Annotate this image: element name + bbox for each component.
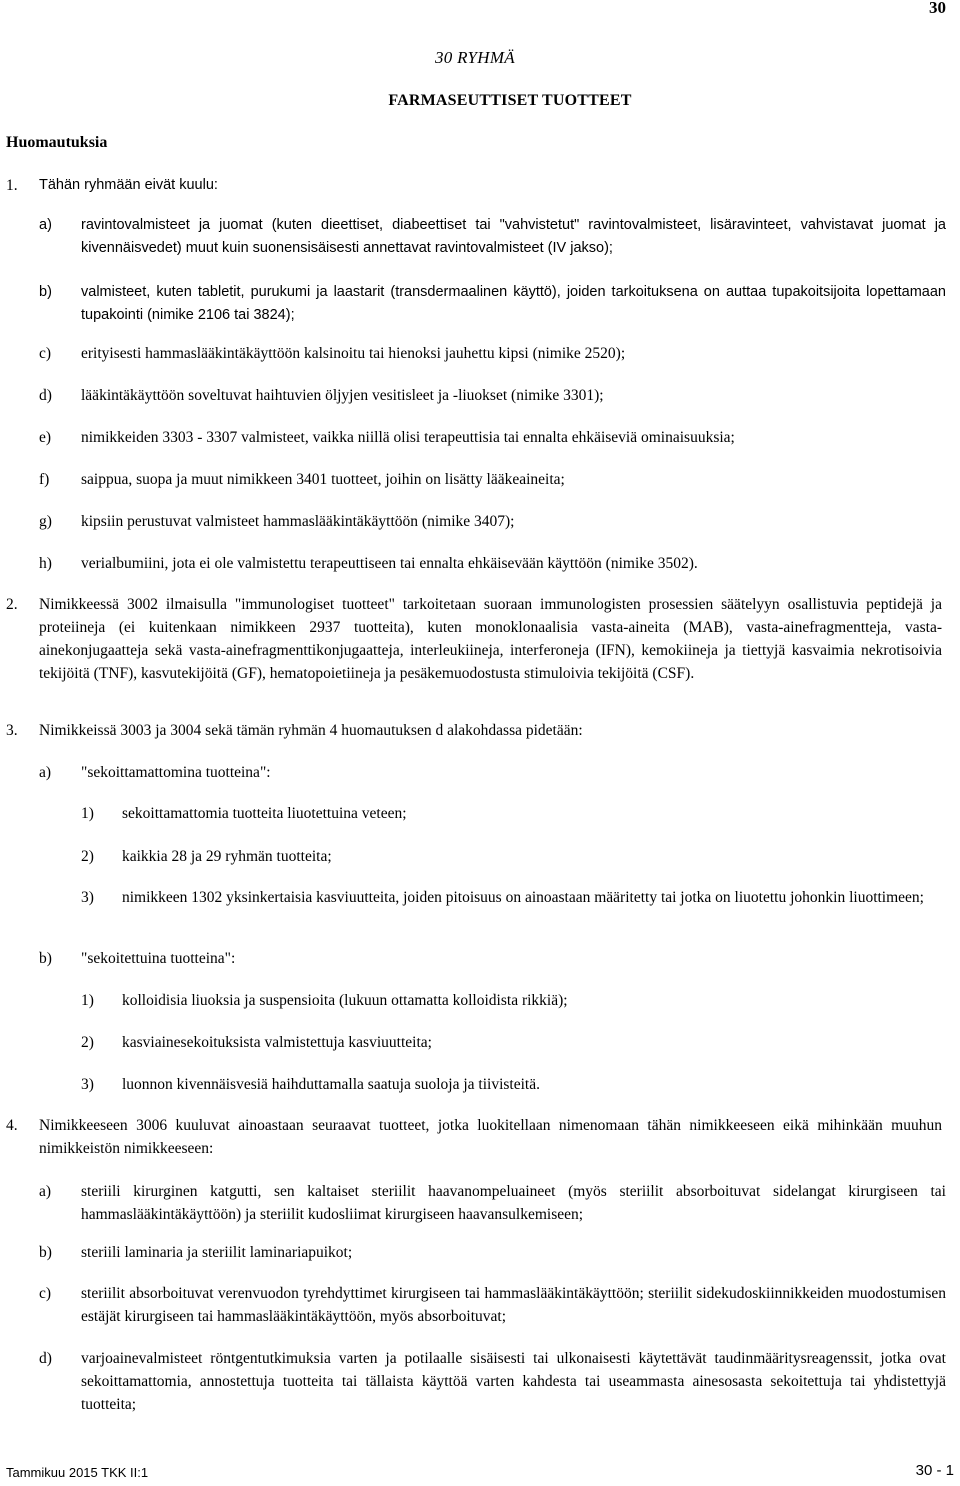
- list-item: [0, 510, 960, 533]
- chapter-label-text: 30 RYHMÄ: [434, 48, 515, 67]
- item-text: erityisesti hammaslääkintäkäyttöön kalsinoitu tai hienoksi jauhettu kipsi (nimike 2520);: [81, 345, 626, 362]
- note-number: 3.: [6, 722, 18, 739]
- notes-heading: Huomautuksia: [6, 134, 108, 151]
- note-1-intro-row: [0, 174, 960, 197]
- item-label: 1): [81, 992, 94, 1009]
- item-text: kolloidisia liuoksia ja suspensioita (lukuun ottamatta kolloidista rikkiä);: [122, 992, 568, 1009]
- list-item: [0, 552, 960, 575]
- item-label: d): [39, 1350, 52, 1367]
- item-label: 2): [81, 1034, 94, 1051]
- item-text: valmisteet, kuten tabletit, purukumi ja laastarit (transdermaalinen käyttö), joiden tarkoituksena on auttaa tupakoitsijoita lopettamaan tupakointi (nimike 2106 tai 3824);: [81, 284, 946, 323]
- item-text: kipsiin perustuvat valmisteet hammaslääkintäkäyttöön (nimike 3407);: [81, 513, 515, 530]
- note-number: 1.: [6, 177, 18, 194]
- item-label: h): [39, 555, 52, 572]
- page-number-top: 30: [929, 0, 946, 17]
- item-label: f): [39, 471, 50, 488]
- item-label: b): [39, 950, 52, 967]
- sub-list-item: [0, 1031, 960, 1054]
- chapter-title-text: FARMASEUTTISET TUOTTEET: [388, 92, 632, 109]
- list-item: [0, 281, 960, 327]
- footer-edition: Tammikuu 2015 TKK II:1: [6, 1465, 149, 1480]
- item-label: 3): [81, 889, 94, 906]
- note-text: Tähän ryhmään eivät kuulu:: [39, 177, 218, 193]
- list-item: [0, 947, 960, 970]
- item-label: a): [39, 217, 52, 233]
- item-label: d): [39, 387, 52, 404]
- item-text: sekoittamattomia tuotteita liuotettuina veteen;: [122, 805, 407, 822]
- item-text: ravintovalmisteet ja juomat (kuten dieettiset, diabeettiset tai "vahvistetut" ravintovalmisteet, lisäravinteet, vahvistavat juomat ja kivennäisvedet) muut kuin suonensisäisesti annettavat ravintovalmisteet (IV jakso);: [81, 217, 946, 256]
- list-item: [0, 1241, 960, 1264]
- item-text: steriilit absorboituvat verenvuodon tyrehdyttimet kirurgiseen tai hammaslääkintäkäyttöön; steriilit sidekudoskiinnikkeiden muodostumisen estäjät kirurgiseen tai hammaslääkintäkäyttöön, myös absorboituvat;: [81, 1285, 946, 1325]
- list-item: [0, 1282, 960, 1328]
- list-item: [0, 761, 960, 784]
- footer-page-number: 30 - 1: [915, 1462, 954, 1479]
- item-text: kasviainesekoituksista valmistettuja kasviuutteita;: [122, 1034, 432, 1051]
- item-text: nimikkeiden 3303 - 3307 valmisteet, vaikka niillä olisi terapeuttisia tai ennalta ehkäiseviä ominaisuuksia;: [81, 429, 735, 446]
- list-item: [0, 1347, 960, 1416]
- list-item: [0, 426, 960, 449]
- note-4: [0, 1114, 960, 1160]
- note-text: Nimikkeissä 3003 ja 3004 sekä tämän ryhmän 4 huomautuksen d alakohdassa pidetään:: [39, 722, 583, 739]
- item-text: nimikkeen 1302 yksinkertaisia kasviuutteita, joiden pitoisuus on ainoastaan määritetty tai jotka on liuotettu johonkin liuottimeen;: [122, 889, 924, 906]
- item-label: 3): [81, 1076, 94, 1093]
- list-item: [0, 1180, 960, 1226]
- item-label: 2): [81, 848, 94, 865]
- item-label: a): [39, 764, 52, 781]
- note-number: 4.: [6, 1117, 18, 1134]
- item-label: 1): [81, 805, 94, 822]
- item-label: c): [39, 1285, 52, 1302]
- list-item: [0, 342, 960, 365]
- list-item: [0, 468, 960, 491]
- note-2: [0, 593, 960, 708]
- item-label: b): [39, 1244, 52, 1261]
- sub-list-item: [0, 989, 960, 1012]
- sub-list-item: [0, 802, 960, 825]
- item-text: luonnon kivennäisvesiä haihduttamalla saatuja suoloja ja tiivisteitä.: [122, 1076, 540, 1093]
- item-label: g): [39, 513, 52, 530]
- list-item: [0, 384, 960, 407]
- item-text: steriili laminaria ja steriilit laminariapuikot;: [81, 1244, 353, 1261]
- item-label: c): [39, 345, 52, 362]
- list-item: [0, 214, 960, 260]
- note-text: Nimikkeeseen 3006 kuuluvat ainoastaan seuraavat tuotteet, jotka luokitellaan nimenomaan tähän nimikkeeseen eikä mihinkään muuhun nimikkeistön nimikkeeseen:: [39, 1117, 942, 1157]
- item-text: verialbumiini, jota ei ole valmistettu terapeuttiseen tai ennalta ehkäisevään käyttöön (nimike 3502).: [81, 555, 698, 572]
- item-text: steriili kirurginen katgutti, sen kaltaiset steriilit haavanompeluaineet (myös steriilit absorboituvat sidelangat kirurgiseen tai hammaslääkintäkäyttöön) ja steriilit kudosliimat kirurgiseen haavansulkemiseen;: [81, 1183, 946, 1223]
- item-text: "sekoitettuina tuotteina":: [81, 950, 236, 967]
- item-text: lääkintäkäyttöön soveltuvat haihtuvien öljyjen vesitisleet ja -liuokset (nimike 3301);: [81, 387, 604, 404]
- sub-list-item: [0, 1073, 960, 1096]
- item-text: saippua, suopa ja muut nimikkeen 3401 tuotteet, joihin on lisätty lääkeaineita;: [81, 471, 565, 488]
- item-label: a): [39, 1183, 52, 1200]
- chapter-label: [0, 48, 960, 68]
- item-label: e): [39, 429, 52, 446]
- item-label: b): [39, 284, 52, 300]
- note-number: 2.: [6, 596, 18, 613]
- note-3: [0, 719, 960, 742]
- chapter-title: [0, 92, 960, 110]
- item-text: kaikkia 28 ja 29 ryhmän tuotteita;: [122, 848, 332, 865]
- item-text: varjoainevalmisteet röntgentutkimuksia varten ja potilaalle sisäisesti tai ulkonaisesti käytettävät taudinmääritysreagenssit, jotka ovat sekoittamattomia, annostettuja tuotteita tai tällaista käyttöä varten kahdesta tai useammasta ainesosasta sekoitettuja tai yhdistettyjä tuotteita;: [81, 1350, 946, 1413]
- note-text: Nimikkeessä 3002 ilmaisulla "immunologiset tuotteet" tarkoitetaan suoraan immunologisten prosessien säätelyyn osallistuvia peptidejä ja proteiineja (ei kuitenkaan nimikkeen 2937 tuotteita), kuten monoklonaalisia vasta-aineita (MAB), vasta-ainefragmentteja, vasta-ainekonjugaatteja sekä vasta-ainefragmenttikonjugaatteja, interleukiineja, interferoneja (IFN), kemokiineja ja tiettyjä kasvaimia nekrotisoivia tekijöitä (TNF), kasvutekijöitä (GF), hematopoietiineja ja pesäkemuodostusta stimuloivia tekijöitä (CSF).: [39, 596, 942, 682]
- sub-list-item: [0, 886, 960, 932]
- item-text: "sekoittamattomina tuotteina":: [81, 764, 271, 781]
- sub-list-item: [0, 845, 960, 868]
